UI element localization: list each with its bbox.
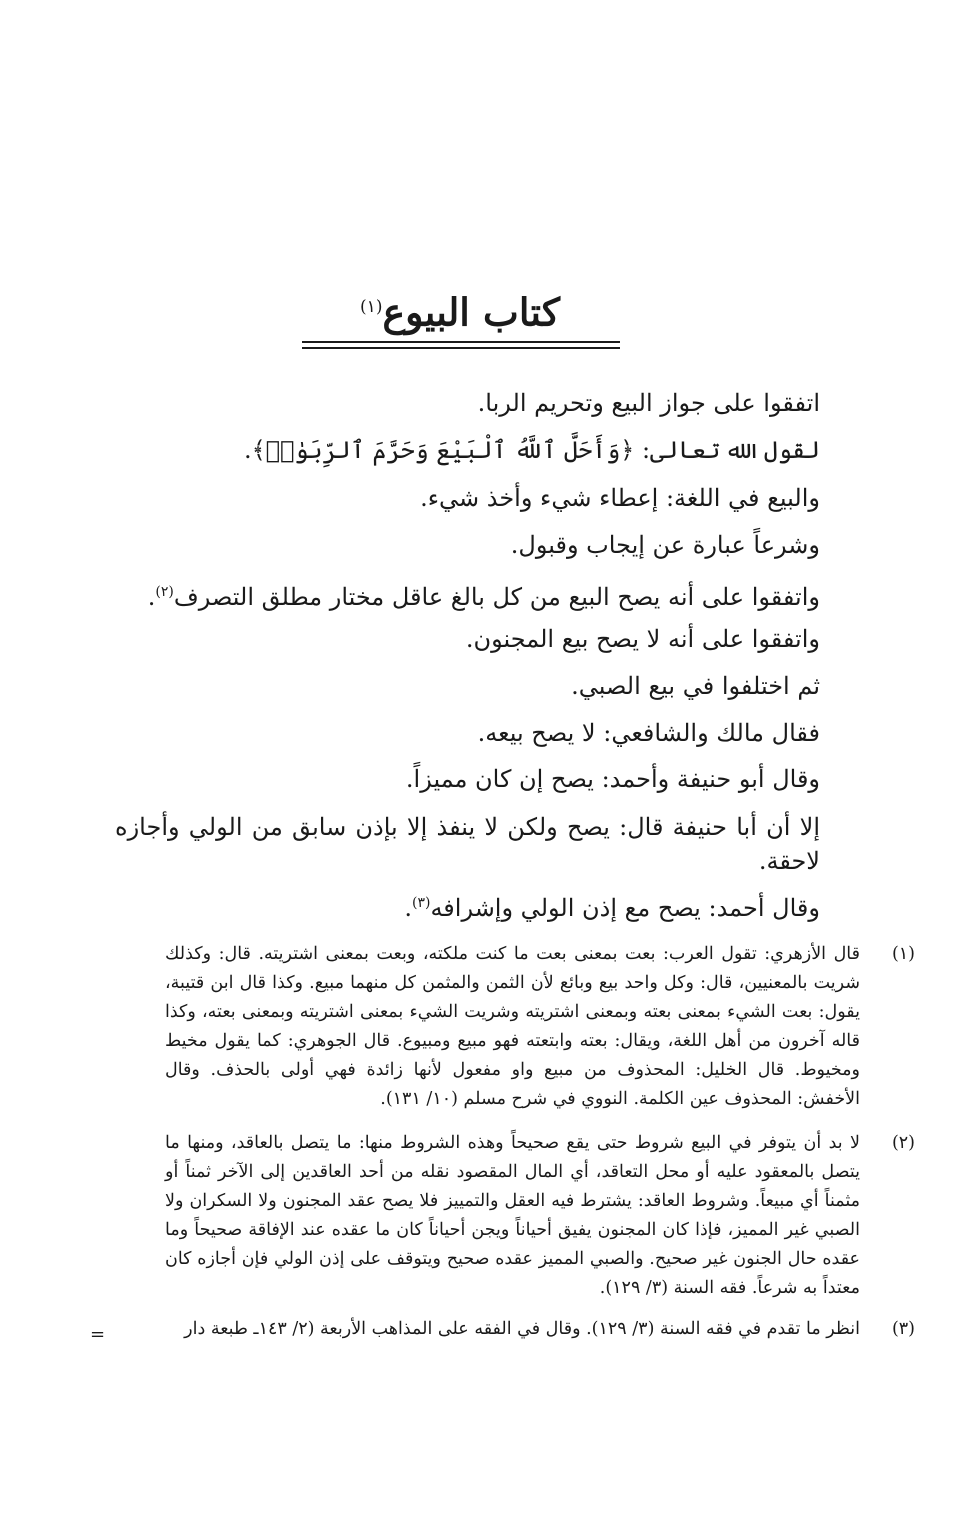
- body-paragraph: وقال أبو حنيفة وأحمد: يصح إن كان مميزاً.: [405, 765, 820, 793]
- footnote-number: (١): [891, 944, 915, 964]
- body-paragraph: إلا أن أبا حنيفة قال: يصح ولكن لا ينفذ إلا بإذن سابق من الولي وأجازه لاحقة.: [115, 813, 820, 875]
- title-underline-bottom: [302, 347, 620, 349]
- body-paragraph: اتفقوا على جواز البيع وتحريم الربا.: [477, 389, 820, 417]
- body-paragraph: واتفقوا على أنه لا يصح بيع المجنون.: [465, 625, 820, 653]
- footnote-ref: (٢): [155, 584, 174, 600]
- body-paragraph: وشرعاً عبارة عن إيجاب وقبول.: [510, 531, 820, 559]
- chapter-title: [300, 285, 620, 335]
- body-paragraph: فقال مالك والشافعي: لا يصح بيعه.: [477, 719, 820, 747]
- footnote-number: (٣): [891, 1319, 915, 1339]
- chapter-title-note-ref: (١): [360, 297, 383, 317]
- body-paragraph: ثم اختلفوا في بيع الصبي.: [571, 672, 820, 700]
- title-underline-top: [302, 341, 620, 343]
- footnote-number: (٢): [891, 1133, 915, 1153]
- chapter-title-text: كتاب البيوع: [382, 289, 560, 335]
- body-paragraph: لقول الله تعالى: ﴿وَأَحَلَّ ٱللَّهُ ٱلْبَيْعَ وَحَرَّمَ ٱلرِّبَوٰا۟﴾.: [243, 436, 820, 464]
- footnote-continued-mark: =: [90, 1324, 106, 1345]
- footnote-text: قال الأزهري: تقول العرب: بعت بمعنى بعت ما كنت ملكته، وبعت بمعنى اشتريته. قال: وكذلك شريت بالمعنيين، قال: وكل واحد بيع وبائع لأن الثمن والمثمن كل منهما مبيع. وكذا قال ابن قتيبة، يقول: بعت الشيء بمعنى بعته وبمعنى اشتريته وشريت الشيء بمعنى اشتريته وبمعنى بعته، وكذا قاله آخرون من أهل اللغة، ويقال: بعته وابتعته فهو مبيع ومبيوع. قال الجوهري: كما يقول مخيط ومخيوط. قال الخليل: المحذوف من مبيع واو مفعول لأنها زائدة فهي أولى بالحذف. وقال الأخفش: المحذوف عين الكلمة. النووي في شرح مسلم (١٠/ ١٣١).: [165, 944, 860, 1109]
- body-paragraph: والبيع في اللغة: إعطاء شيء وأخذ شيء.: [420, 484, 820, 512]
- footnote-text: انظر ما تقدم في فقه السنة (٣/ ١٢٩). وقال في الفقه على المذاهب الأربعة (٢/ ١٤٣ـ طبعة دار: [184, 1319, 860, 1339]
- footnote-ref: (٣): [411, 895, 431, 911]
- body-paragraph: وقال أحمد: يصح مع إذن الولي وإشرافه$^{(٣)}$.: [404, 894, 820, 922]
- body-paragraph: واتفقوا على أنه يصح البيع من كل بالغ عاقل مختار مطلق التصرف$^{(٢)}$.: [147, 583, 820, 611]
- footnote-text: لا بد أن يتوفر في البيع شروط حتى يقع صحيحاً وهذه الشروط منها: ما يتصل بالعاقد، ومنها ما يتصل بالمعقود عليه أو محل التعاقد، أي المال المقصود نقله من أحد العاقدين إلى الآخر ثمناً أو مثمناً أي مبيعاً. وشروط العاقد: يشترط فيه العقل والتمييز فلا يصح عقد المجنون ولا السكران ولا الصبي غير المميز، فإذا كان المجنون يفيق أحياناً ويجن أحياناً كان ما عقده عند الإفاقة صحيحاً وما عقده حال الجنون غير صحيح. والصبي المميز عقده صحيح ويتوقف على إذن الولي فإن أجازه كان معتداً به شرعاً. فقه السنة (٣/ ١٢٩).: [165, 1133, 860, 1298]
